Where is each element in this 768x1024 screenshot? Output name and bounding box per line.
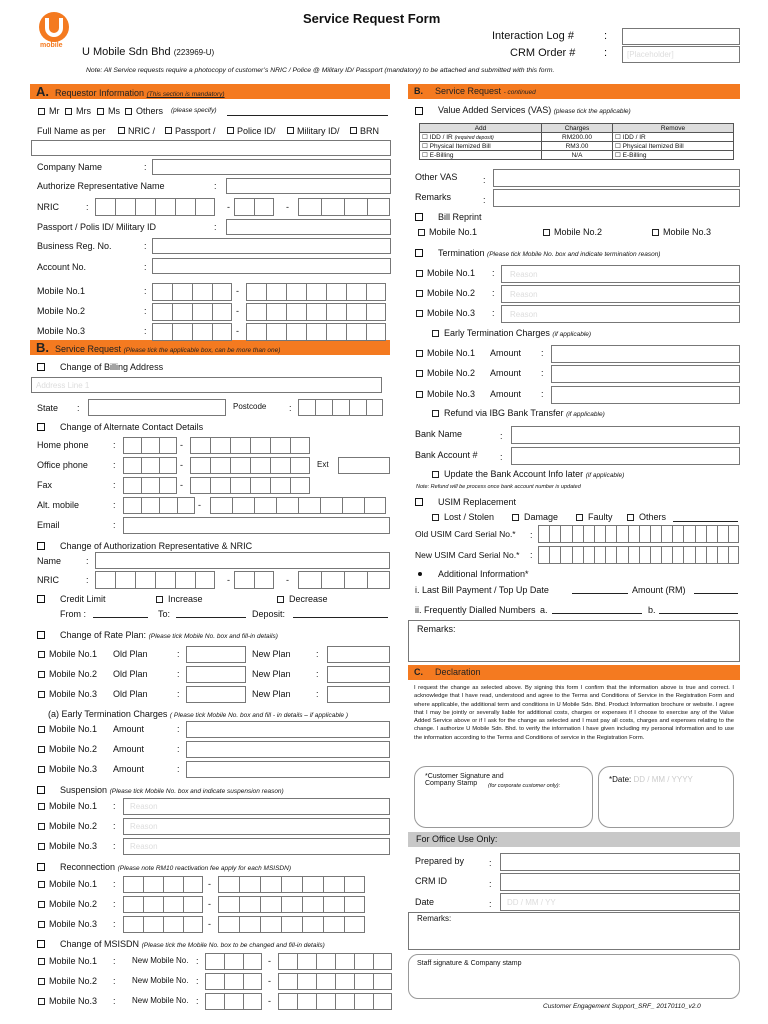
a-mobile-3-prefix-cells[interactable] <box>152 323 232 341</box>
alt-contact-checkbox[interactable] <box>37 423 45 431</box>
email-input[interactable] <box>123 517 390 534</box>
postcode-cells[interactable] <box>298 399 383 416</box>
crm-order-input[interactable]: [Placeholder] <box>622 46 740 63</box>
termination-amount-input[interactable] <box>551 345 740 363</box>
termination-reason-input[interactable]: Reason <box>501 305 740 323</box>
recon-m3-checkbox[interactable] <box>38 921 45 928</box>
early-amount-input[interactable] <box>186 741 390 758</box>
customer-date-box[interactable]: *Date: DD / MM / YYYY <box>598 766 734 828</box>
ms-checkbox[interactable] <box>97 108 104 115</box>
term-m3-checkbox[interactable] <box>416 310 423 317</box>
passport-checkbox[interactable] <box>165 127 172 134</box>
early-term-checkbox[interactable] <box>432 330 439 337</box>
nric-label: NRIC <box>37 202 59 212</box>
old-plan-input[interactable] <box>186 666 246 683</box>
police-checkbox[interactable] <box>227 127 234 134</box>
auth-nric-mid-cells[interactable] <box>234 571 274 589</box>
termination-amount-input[interactable] <box>551 386 740 404</box>
crm-id-input[interactable] <box>500 873 740 891</box>
msisdn-m3-checkbox[interactable] <box>38 998 45 1005</box>
rate-plan-checkbox[interactable] <box>37 631 45 639</box>
termination-amount-input[interactable] <box>551 365 740 383</box>
vas-checkbox[interactable] <box>415 107 423 115</box>
recon-prefix-cells[interactable] <box>123 876 203 893</box>
home-prefix-cells[interactable] <box>123 437 177 454</box>
account-input[interactable] <box>152 258 391 274</box>
address-input[interactable]: Address Line 1 <box>31 377 382 393</box>
usim-lost-checkbox[interactable] <box>432 514 439 521</box>
home-number-cells[interactable] <box>190 437 310 454</box>
bank-account-input[interactable] <box>511 447 740 465</box>
suspension-reason-input[interactable]: Reason <box>123 838 390 855</box>
nric-end-cells[interactable] <box>298 198 390 216</box>
msisdn-prefix-cells[interactable] <box>205 953 262 970</box>
crm-order-label: CRM Order # <box>510 47 576 59</box>
msisdn-prefix-cells[interactable] <box>205 973 262 990</box>
fax-prefix-cells[interactable] <box>123 477 177 494</box>
suspension-reason-input[interactable]: Reason <box>123 818 390 835</box>
u-mobile-logo: mobile <box>34 10 74 50</box>
fullname-label: Full Name as per <box>37 126 106 136</box>
passport-label: Passport / Polis ID/ Military ID <box>37 222 157 232</box>
other-vas-input[interactable] <box>493 169 740 187</box>
usim-damage-checkbox[interactable] <box>512 514 519 521</box>
termination-reason-input[interactable]: Reason <box>501 265 740 283</box>
customer-signature-box[interactable]: *Customer Signature and Company Stamp (for corporate customer only): <box>414 766 593 828</box>
termination-reason-input[interactable]: Reason <box>501 285 740 303</box>
mrs-checkbox[interactable] <box>65 108 72 115</box>
msisdn-m1-checkbox[interactable] <box>38 958 45 965</box>
term-amt-m3-checkbox[interactable] <box>416 391 423 398</box>
msisdn-prefix-cells[interactable] <box>205 993 262 1010</box>
a-mobile-label: Mobile No.3 <box>37 326 86 336</box>
a-mobile-2-number-cells[interactable] <box>246 303 386 321</box>
msisdn-number-cells[interactable] <box>278 973 392 990</box>
vas-table: Add Charges Remove ☐ IDD / IR (required deposit) RM200.00 ☐ IDD / IR ☐ Physical Itemized Bill RM3.00 ☐ Physical Itemized Bill ☐ E-Billing N/A ☐ E-Billing <box>419 123 734 160</box>
term-amt-m1-checkbox[interactable] <box>416 350 423 357</box>
a-mobile-label: Mobile No.1 <box>37 286 86 296</box>
auth-change-checkbox[interactable] <box>37 542 45 550</box>
a-mobile-1-number-cells[interactable] <box>246 283 386 301</box>
office-date-input[interactable]: DD / MM / YY <box>500 893 740 911</box>
term-amt-m2-checkbox[interactable] <box>416 370 423 377</box>
bizreg-label: Business Reg. No. <box>37 241 112 251</box>
credit-limit-checkbox[interactable] <box>37 595 45 603</box>
susp-m2-checkbox[interactable] <box>38 823 45 830</box>
reconnection-checkbox[interactable] <box>37 863 45 871</box>
recon-number-cells[interactable] <box>218 916 365 933</box>
company-label: Company Name <box>37 162 103 172</box>
term-m1-checkbox[interactable] <box>416 270 423 277</box>
office-prefix-cells[interactable] <box>123 457 177 474</box>
early-amount-input[interactable] <box>186 721 390 738</box>
new-plan-input[interactable] <box>327 686 390 703</box>
recon-number-cells[interactable] <box>218 896 365 913</box>
fullname-input[interactable] <box>31 140 391 156</box>
rate-m3-checkbox[interactable] <box>38 691 45 698</box>
prepared-by-input[interactable] <box>500 853 740 871</box>
alt-mobile-number-cells[interactable] <box>210 497 386 514</box>
office-number-cells[interactable] <box>190 457 310 474</box>
auth-nric-cells[interactable] <box>95 571 215 589</box>
new-plan-input[interactable] <box>327 666 390 683</box>
recon-m1-checkbox[interactable] <box>38 881 45 888</box>
suspension-reason-input[interactable]: Reason <box>123 798 390 815</box>
reprint-m1-checkbox[interactable] <box>418 229 425 236</box>
usim-others-checkbox[interactable] <box>627 514 634 521</box>
auth-name-input[interactable] <box>95 552 390 569</box>
refund-checkbox[interactable] <box>432 410 439 417</box>
reprint-m2-checkbox[interactable] <box>543 229 550 236</box>
interaction-log-label: Interaction Log # <box>492 30 574 42</box>
company-input[interactable] <box>152 159 391 175</box>
termination-checkbox[interactable] <box>415 249 423 257</box>
suspension-checkbox[interactable] <box>37 786 45 794</box>
additional-remarks-box[interactable]: Remarks: <box>408 620 740 662</box>
a-mobile-label: Mobile No.2 <box>37 306 86 316</box>
nric-cells[interactable] <box>95 198 215 216</box>
others-checkbox[interactable] <box>125 108 132 115</box>
early-m2-checkbox[interactable] <box>38 746 45 753</box>
interaction-log-input[interactable] <box>622 28 740 45</box>
section-b-header: B. Service Request (Please tick the applicable box, can be more than one) <box>30 340 390 355</box>
ext-input[interactable] <box>338 457 390 474</box>
msisdn-checkbox[interactable] <box>37 940 45 948</box>
old-usim-cells[interactable] <box>538 525 739 543</box>
recon-prefix-cells[interactable] <box>123 896 203 913</box>
a-mobile-2-prefix-cells[interactable] <box>152 303 232 321</box>
company-name: U Mobile Sdn Bhd (223969-U) <box>82 46 215 58</box>
header-note: Note: All Service requests require a photocopy of customer’s NRIC / Police @ Military ID/ Passport (mandatory) to be attached and submitted with this form. <box>86 67 555 74</box>
old-plan-input[interactable] <box>186 646 246 663</box>
nric-checkbox[interactable] <box>118 127 125 134</box>
early-m3-checkbox[interactable] <box>38 766 45 773</box>
msisdn-number-cells[interactable] <box>278 993 392 1010</box>
office-remarks-box[interactable]: Remarks: <box>408 912 740 950</box>
early-amount-input[interactable] <box>186 761 390 778</box>
section-c-header: C. Declaration <box>408 665 740 680</box>
decrease-checkbox[interactable] <box>277 596 284 603</box>
a-mobile-1-prefix-cells[interactable] <box>152 283 232 301</box>
auth-nric-end-cells[interactable] <box>298 571 390 589</box>
recon-prefix-cells[interactable] <box>123 916 203 933</box>
section-b-continued-header: B. Service Request - continued <box>408 84 740 99</box>
bizreg-input[interactable] <box>152 238 391 254</box>
new-usim-cells[interactable] <box>538 546 739 564</box>
mr-checkbox[interactable] <box>38 108 45 115</box>
susp-m3-checkbox[interactable] <box>38 843 45 850</box>
alt-mobile-prefix-cells[interactable] <box>123 497 195 514</box>
footer: Customer Engagement Support_SRF_ 20170110_v2.0 <box>543 1003 701 1010</box>
military-checkbox[interactable] <box>287 127 294 134</box>
a-mobile-3-number-cells[interactable] <box>246 323 386 341</box>
rate-m1-checkbox[interactable] <box>38 651 45 658</box>
section-a-header: A. Requestor Information (This section is mandatory) <box>30 84 390 99</box>
auth-rep-input[interactable] <box>226 178 391 194</box>
recon-m2-checkbox[interactable] <box>38 901 45 908</box>
bill-reprint-checkbox[interactable] <box>415 213 423 221</box>
nric-mid-cells[interactable] <box>234 198 274 216</box>
increase-checkbox[interactable] <box>156 596 163 603</box>
state-input[interactable] <box>88 399 226 416</box>
passport-input[interactable] <box>226 219 391 235</box>
update-bank-checkbox[interactable] <box>432 471 439 478</box>
vas-remarks-input[interactable] <box>493 189 740 207</box>
susp-m1-checkbox[interactable] <box>38 803 45 810</box>
billing-checkbox[interactable] <box>37 363 45 371</box>
msisdn-m2-checkbox[interactable] <box>38 978 45 985</box>
rate-m2-checkbox[interactable] <box>38 671 45 678</box>
bank-name-input[interactable] <box>511 426 740 444</box>
fax-number-cells[interactable] <box>190 477 310 494</box>
form-title: Service Request Form <box>303 11 441 26</box>
staff-signature-box[interactable]: Staff signature & Company stamp <box>408 954 740 999</box>
office-use-header: For Office Use Only: <box>408 832 740 847</box>
recon-number-cells[interactable] <box>218 876 365 893</box>
reprint-m3-checkbox[interactable] <box>652 229 659 236</box>
early-m1-checkbox[interactable] <box>38 726 45 733</box>
auth-rep-label: Authorize Representative Name <box>37 181 165 191</box>
term-m2-checkbox[interactable] <box>416 290 423 297</box>
usim-faulty-checkbox[interactable] <box>576 514 583 521</box>
old-plan-input[interactable] <box>186 686 246 703</box>
account-label: Account No. <box>37 262 87 272</box>
brn-checkbox[interactable] <box>350 127 357 134</box>
usim-checkbox[interactable] <box>415 498 423 506</box>
msisdn-number-cells[interactable] <box>278 953 392 970</box>
new-plan-input[interactable] <box>327 646 390 663</box>
declaration-text: I request the change as selected above. By signing this form I confirm that the information above is true and correct. I acknowledge that I have read, understood and agree to the Terms and Conditions of Service in the Registration Form and where applicable, the additional term and conditions in U Mobile Sdn. Bhd. Product Information brochure or website. I agree that I may be jointly or severally liable for additional costs, charges or expenses if I choose to exercise any of the Value Added Service above or if I ask for the change as selected and I must pay all costs, charges and expenses relating to the change. I authorize U Mobile Sdn. Bhd. to verify the information I have given including my personal information and to use the information according to the Terms and Conditions of service in the Registration Form. <box>414 685 734 741</box>
